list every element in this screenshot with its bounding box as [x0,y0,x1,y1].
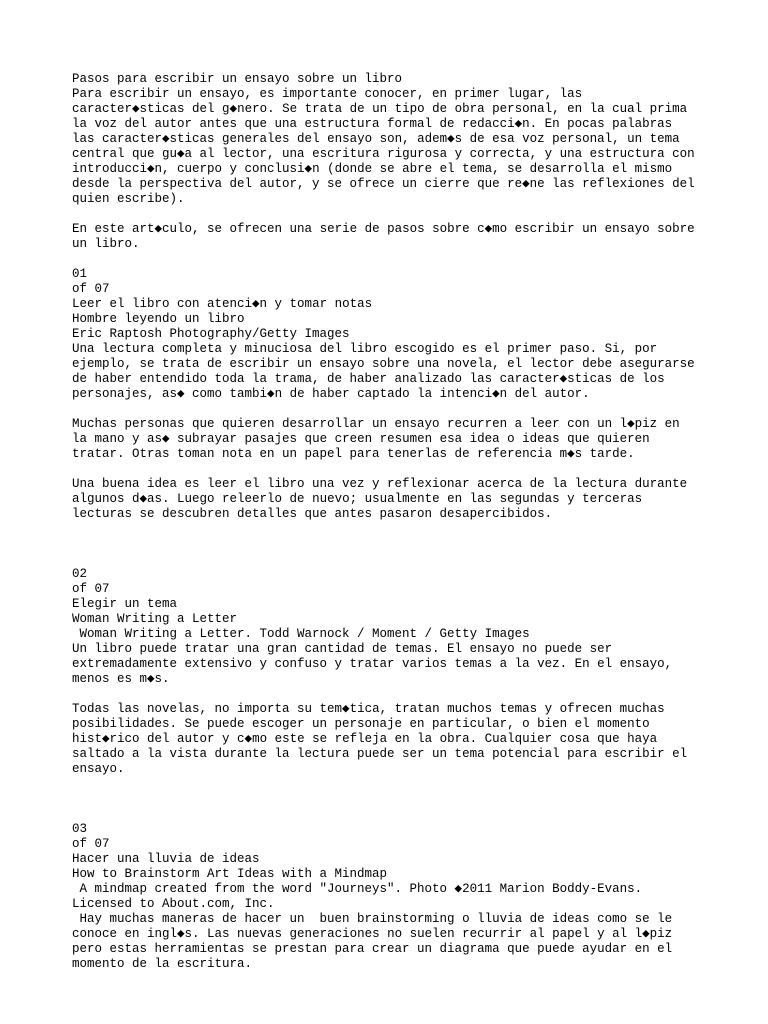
body-line: Todas las novelas, no importa su tem◆tica, tratan muchos temas y ofrecen muchas [72,702,665,716]
intro-line: desde la perspectiva del autor, y se ofrece un cierre que re◆ne las reflexiones del [72,177,695,191]
body-line: Una buena idea es leer el libro una vez y reflexionar acerca de la lectura durante [72,477,688,491]
body-line: tratar. Otras toman nota en un papel para tenerlas de referencia m◆s tarde. [72,447,635,461]
paragraph-gap [72,252,712,267]
intro-line: introducci◆n, cuerpo y conclusi◆n (donde se abre el tema, se desarrolla el mismo [72,162,673,176]
body-line: conoce en ingl◆s. Las nuevas generaciones no suelen recurrir al papel y al l◆piz [72,927,673,941]
image-credit: Woman Writing a Letter. Todd Warnock / Moment / Getty Images [72,627,530,641]
section-gap [72,522,712,567]
step-of: of 07 [72,837,110,851]
body-line: Hay muchas maneras de hacer un buen brainstorming o lluvia de ideas como se le [72,912,673,926]
paragraph-gap [72,402,712,417]
image-alt-text: How to Brainstorm Art Ideas with a Mindmap [72,867,388,881]
intro-line: la voz del autor antes que una estructura formal de redacci◆n. En pocas palabras [72,117,673,131]
paragraph-gap [72,207,712,222]
body-line: ejemplo, se trata de escribir un ensayo sobre una novela, el lector debe asegurarse [72,357,695,371]
step-heading: Elegir un tema [72,597,178,611]
document-text [72,72,712,972]
step-of: of 07 [72,582,110,596]
body-line: la mano y as◆ subrayar pasajes que creen resumen esa idea o ideas que quieren [72,432,650,446]
image-credit: Licensed to About.com, Inc. [72,897,275,911]
image-credit: A mindmap created from the word "Journeys". Photo ◆2011 Marion Boddy-Evans. [72,882,643,896]
body-line: momento de la escritura. [72,957,253,971]
intro-line: central que gu◆a al lector, una escritura rigurosa y correcta, y una estructura con [72,147,695,161]
body-line: Muchas personas que quieren desarrollar un ensayo recurren a leer con un l◆piz en [72,417,680,431]
body-line: Una lectura completa y minuciosa del libro escogido es el primer paso. Si, por [72,342,658,356]
body-line: saltado a la vista durante la lectura puede ser un tema potencial para escribir el [72,747,688,761]
intro-line: caracter◆sticas del g◆nero. Se trata de un tipo de obra personal, en la cual prima [72,102,688,116]
intro-line: En este art◆culo, se ofrecen una serie de pasos sobre c◆mo escribir un ensayo sobre [72,222,695,236]
intro-line: un libro. [72,237,140,251]
body-line: de haber entendido toda la trama, de haber analizado las caracter◆sticas de los [72,372,665,386]
section-gap [72,777,712,822]
body-line: ensayo. [72,762,125,776]
intro-line: Para escribir un ensayo, es importante conocer, en primer lugar, las [72,87,583,101]
body-line: menos es m◆s. [72,672,170,686]
step-of: of 07 [72,282,110,296]
image-credit: Eric Raptosh Photography/Getty Images [72,327,350,341]
body-line: hist◆rico del autor y c◆mo este se refleja en la obra. Cualquier cosa que haya [72,732,658,746]
intro-line: las caracter◆sticas generales del ensayo son, adem◆s de esa voz personal, un tema [72,132,680,146]
body-line: Un libro puede tratar una gran cantidad de temas. El ensayo no puede ser [72,642,613,656]
step-number: 03 [72,822,88,836]
step-number: 01 [72,267,88,281]
step-number: 02 [72,567,88,581]
image-alt-text: Woman Writing a Letter [72,612,238,626]
paragraph-gap [72,687,712,702]
paragraph-gap [72,462,712,477]
step-heading: Hacer una lluvia de ideas [72,852,260,866]
body-line: extremadamente extensivo y confuso y tratar varios temas a la vez. En el ensayo, [72,657,673,671]
body-line: pero estas herramientas se prestan para crear un diagrama que puede ayudar en el [72,942,673,956]
body-line: personajes, as◆ como tambi◆n de haber captado la intenci◆n del autor. [72,387,590,401]
document-title: Pasos para escribir un ensayo sobre un libro [72,72,403,86]
image-alt-text: Hombre leyendo un libro [72,312,245,326]
intro-line: quien escribe). [72,192,185,206]
step-heading: Leer el libro con atenci◆n y tomar notas [72,297,373,311]
body-line: posibilidades. Se puede escoger un personaje en particular, o bien el momento [72,717,650,731]
body-line: algunos d◆as. Luego releerlo de nuevo; usualmente en las segundas y terceras [72,492,643,506]
body-line: lecturas se descubren detalles que antes pasaron desapercibidos. [72,507,553,521]
